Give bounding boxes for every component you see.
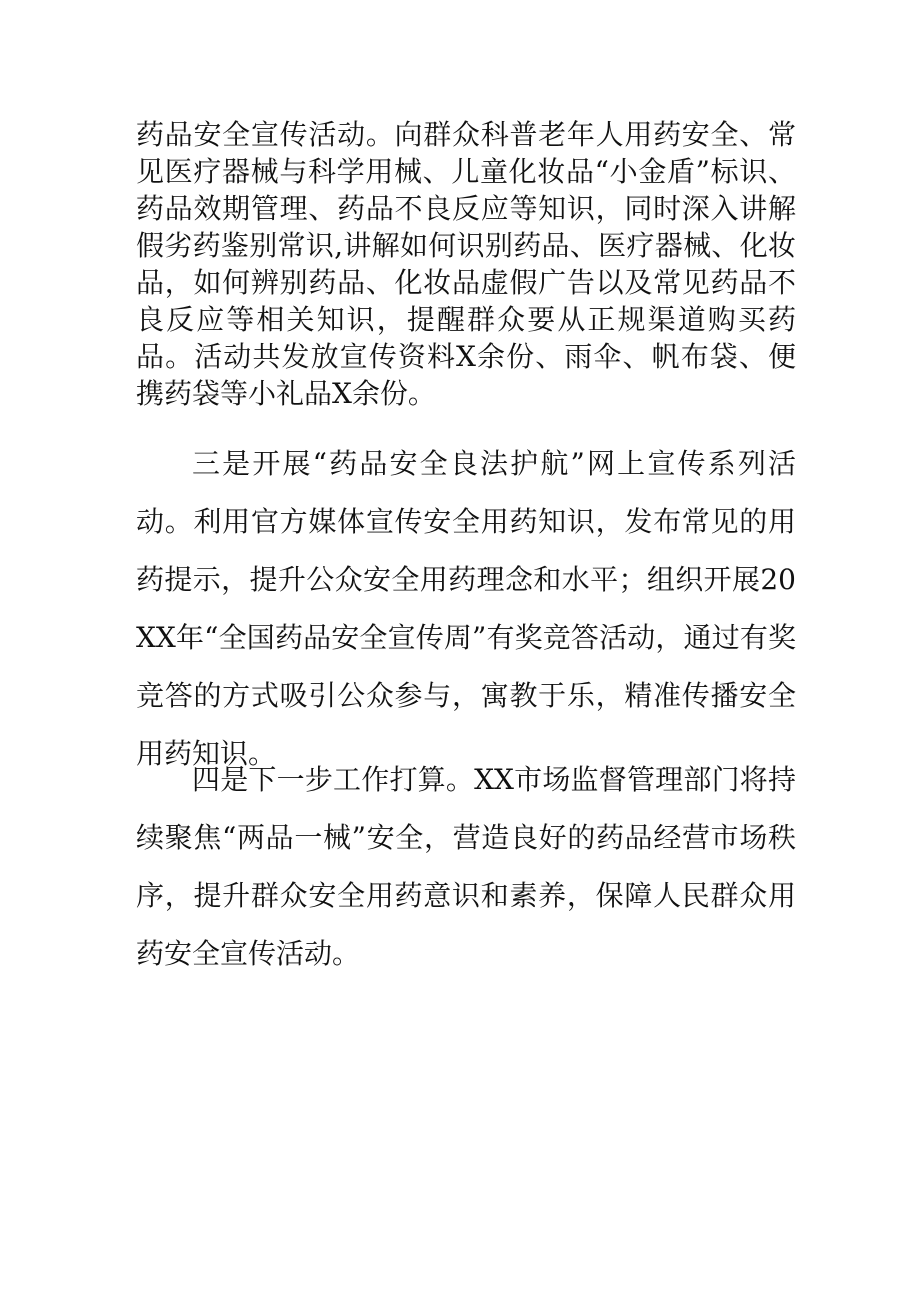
- paragraph-continuation: 药品安全宣传活动。向群众科普老年人用药安全、常见医疗器械与科学用械、儿童化妆品“小金盾”标识、药品效期管理、药品不良反应等知识，同时深入讲解假劣药鉴别常识,讲解如何识别药品、医疗器械、化妆品，如何辨别药品、化妆品虚假广告以及常见药品不良反应等相关知识，提醒群众要从正规渠道购买药品。活动共发放宣传资料X余份、雨伞、帆布袋、便携药袋等小礼品X余份。: [136, 118, 796, 410]
- paragraph-next-steps: 四是下一步工作打算。XX市场监督管理部门将持续聚焦“两品一械”安全，营造良好的药品经营市场秩序，提升群众安全用药意识和素养，保障人民群众用药安全宣传活动。: [136, 763, 796, 970]
- paragraph-online-campaign: 三是开展“药品安全良法护航”网上宣传系列活动。利用官方媒体宣传安全用药知识，发布常见的用药提示，提升公众安全用药理念和水平；组织开展20XX年“全国药品安全宣传周”有奖竞答活动，通过有奖竞答的方式吸引公众参与，寓教于乐，精准传播安全用药知识。: [136, 447, 796, 770]
